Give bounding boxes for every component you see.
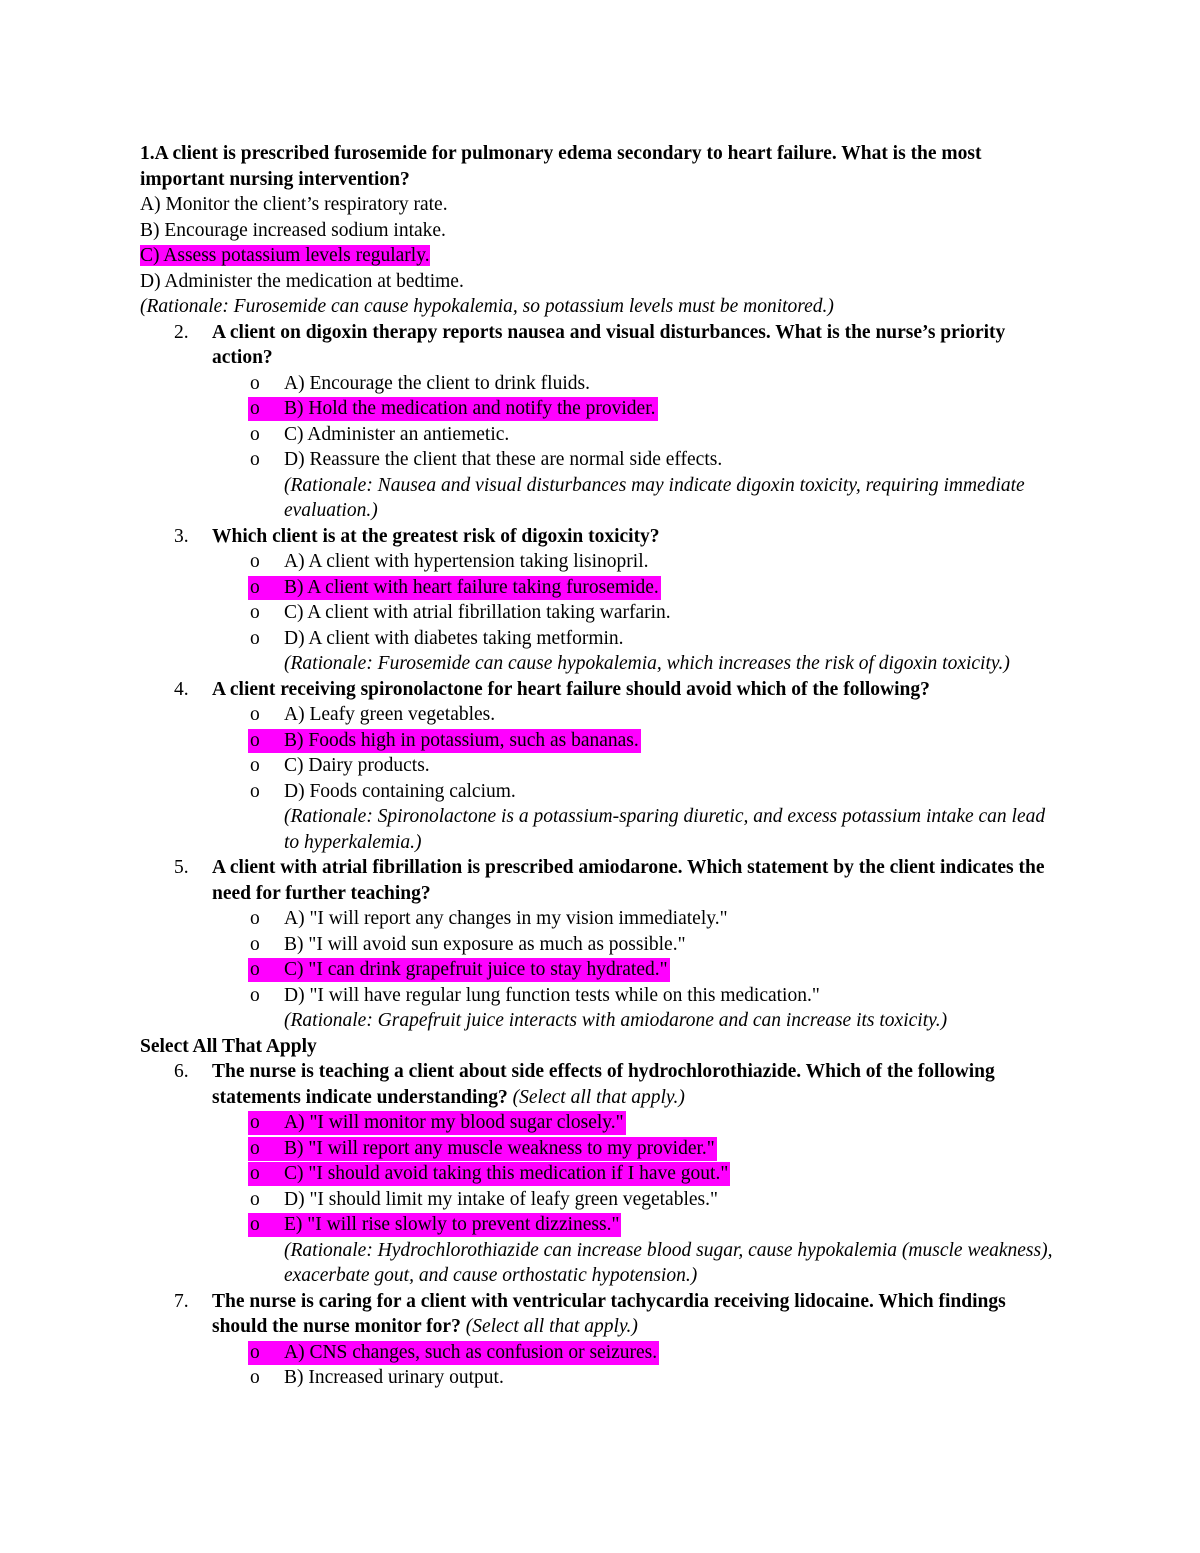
bullet-icon: o (250, 1214, 260, 1235)
option-text: E) "I will rise slowly to prevent dizziness." (284, 1214, 620, 1235)
question-stem: Which client is at the greatest risk of digoxin toxicity? (212, 525, 660, 547)
bullet-icon: o (250, 398, 260, 419)
question-1-options (140, 192, 1060, 294)
answer-option (140, 702, 1060, 728)
question-1-rationale: (Rationale: Furosemide can cause hypokalemia, so potassium levels must be monitored.) (140, 296, 834, 317)
question-item (140, 320, 1060, 371)
answer-option (140, 1187, 1060, 1213)
question-item (140, 1059, 1060, 1110)
bullet-icon: o (250, 755, 260, 776)
option-text: B) "I will report any muscle weakness to my provider." (284, 1137, 715, 1159)
option-text: C) "I can drink grapefruit juice to stay hydrated." (284, 959, 668, 980)
option-text: D) Reassure the client that these are normal side effects. (284, 449, 723, 470)
bullet-icon: o (250, 908, 260, 929)
document-body (140, 141, 1060, 1391)
option-text: A) CNS changes, such as confusion or seizures. (284, 1341, 658, 1363)
bullet-icon: o (250, 704, 260, 725)
question-1-option (140, 243, 1060, 269)
option-text: B) Foods high in potassium, such as bananas. (284, 729, 639, 751)
question-stem: A client with atrial fibrillation is prescribed amiodarone. Which statement by the client indicates the need for further teaching? (212, 857, 1045, 904)
answer-option (140, 1110, 1060, 1136)
question-number: 2. (174, 321, 189, 343)
bullet-icon: o (250, 780, 260, 802)
rationale-text: (Rationale: Furosemide can cause hypokalemia, which increases the risk of digoxin toxicity.) (284, 653, 1010, 674)
question-stem: A client receiving spironolactone for heart failure should avoid which of the following? (212, 678, 930, 700)
question-stem: A client on digoxin therapy reports nausea and visual disturbances. What is the nurse’s priority action? (212, 321, 1006, 368)
question-number: 7. (174, 1290, 189, 1312)
bullet-icon: o (250, 423, 260, 445)
question-text (212, 855, 1060, 906)
answer-option (140, 1212, 1060, 1238)
option-text: B) "I will avoid sun exposure as much as possible." (284, 933, 686, 955)
answer-option (140, 422, 1060, 448)
answer-option (140, 779, 1060, 805)
question-text (212, 677, 1060, 703)
option-text: C) "I should avoid taking this medication if I have gout." (284, 1163, 729, 1184)
rationale-text: (Rationale: Spironolactone is a potassium-sparing diuretic, and excess potassium intake can lead to hyperkalemia.) (284, 806, 1046, 853)
option-text: A) Monitor the client’s respiratory rate. (140, 194, 448, 215)
option-text: C) Dairy products. (284, 755, 430, 776)
question-1-option (140, 192, 1060, 218)
question-item (140, 677, 1060, 703)
bullet-icon: o (250, 449, 260, 470)
answer-option (140, 447, 1060, 473)
question-stem: The nurse is teaching a client about side effects of hydrochlorothiazide. Which of the following statements indicate understanding? (212, 1061, 995, 1108)
question-number: 6. (174, 1061, 189, 1082)
bullet-icon: o (250, 1188, 260, 1210)
option-text: A) "I will monitor my blood sugar closely." (284, 1112, 624, 1133)
answer-option (140, 600, 1060, 626)
question-number: 4. (174, 678, 189, 700)
bullet-icon: o (250, 627, 260, 649)
answer-option (140, 906, 1060, 932)
answer-option (140, 549, 1060, 575)
option-text: A) Leafy green vegetables. (284, 704, 496, 725)
select-all-note: (Select all that apply.) (512, 1086, 685, 1108)
option-text: C) A client with atrial fibrillation taking warfarin. (284, 602, 671, 623)
answer-option (140, 575, 1060, 601)
option-text: B) Hold the medication and notify the provider. (284, 398, 656, 419)
bullet-icon: o (250, 933, 260, 955)
answer-option (140, 957, 1060, 983)
section-heading: Select All That Apply (140, 1035, 317, 1057)
option-text: B) Encourage increased sodium intake. (140, 219, 446, 241)
answer-option (140, 396, 1060, 422)
option-text: D) "I should limit my intake of leafy green vegetables." (284, 1188, 718, 1210)
option-text: C) Administer an antiemetic. (284, 423, 510, 445)
question-item (140, 1289, 1060, 1340)
answer-option (140, 1340, 1060, 1366)
option-text: D) A client with diabetes taking metformin. (284, 627, 624, 649)
answer-option (140, 983, 1060, 1009)
option-text: D) "I will have regular lung function tests while on this medication." (284, 984, 820, 1006)
bullet-icon: o (250, 959, 260, 980)
option-text: A) A client with hypertension taking lisinopril. (284, 551, 649, 572)
bullet-icon: o (250, 1137, 260, 1159)
bullet-icon: o (250, 1367, 260, 1388)
rationale-text: (Rationale: Grapefruit juice interacts with amiodarone and can increase its toxicity.) (284, 1010, 948, 1031)
question-1-option (140, 218, 1060, 244)
answer-option (140, 728, 1060, 754)
question-1-text: 1.A client is prescribed furosemide for pulmonary edema secondary to heart failure. What is the most important nursing intervention? (140, 143, 982, 190)
option-text: B) A client with heart failure taking furosemide. (284, 576, 659, 598)
question-text (212, 320, 1060, 371)
bullet-icon: o (250, 984, 260, 1006)
bullet-icon: o (250, 551, 260, 572)
question-list-b (140, 1059, 1060, 1391)
answer-option (140, 626, 1060, 652)
bullet-icon: o (250, 602, 260, 623)
answer-option (140, 1365, 1060, 1391)
question-text (212, 524, 1060, 550)
answer-option (140, 371, 1060, 397)
bullet-icon: o (250, 1112, 260, 1133)
option-text: D) Administer the medication at bedtime. (140, 270, 464, 292)
option-text: D) Foods containing calcium. (284, 780, 516, 802)
option-text: A) "I will report any changes in my vision immediately." (284, 908, 728, 929)
question-number: 3. (174, 525, 189, 547)
bullet-icon: o (250, 576, 260, 598)
bullet-icon: o (250, 372, 260, 394)
question-item (140, 855, 1060, 906)
answer-option (140, 753, 1060, 779)
bullet-icon: o (250, 1341, 260, 1363)
bullet-icon: o (250, 1163, 260, 1184)
option-text: B) Increased urinary output. (284, 1367, 504, 1388)
rationale-text: (Rationale: Hydrochlorothiazide can increase blood sugar, cause hypokalemia (muscle weakness), exacerbate gout, and cause orthostatic hypotension.) (284, 1239, 1053, 1286)
answer-option (140, 1161, 1060, 1187)
question-1-option (140, 269, 1060, 295)
bullet-icon: o (250, 729, 260, 751)
option-text: C) Assess potassium levels regularly. (140, 245, 430, 266)
answer-option (140, 932, 1060, 958)
question-item (140, 524, 1060, 550)
option-text: A) Encourage the client to drink fluids. (284, 372, 590, 394)
question-number: 5. (174, 857, 189, 878)
answer-option (140, 1136, 1060, 1162)
question-text (212, 1289, 1060, 1340)
question-stem: The nurse is caring for a client with ventricular tachycardia receiving lidocaine. Which findings should the nurse monitor for? (212, 1290, 1006, 1337)
question-1 (140, 141, 1060, 320)
rationale-text: (Rationale: Nausea and visual disturbances may indicate digoxin toxicity, requiring immediate evaluation.) (284, 474, 1025, 521)
question-list-a (140, 320, 1060, 1034)
question-text (212, 1059, 1060, 1110)
select-all-note: (Select all that apply.) (465, 1316, 638, 1337)
